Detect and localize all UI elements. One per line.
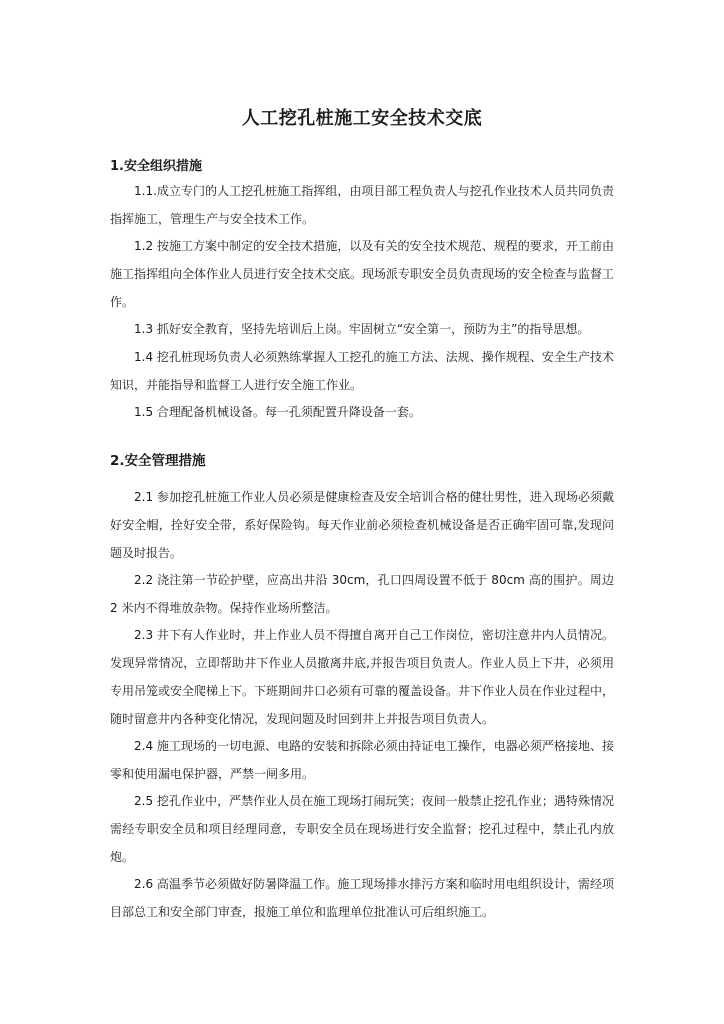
paragraph-2-6: 2.6 高温季节必须做好防暑降温工作。施工现场排水排污方案和临时用电组织设计，需经项目部总工和安全部门审查，报施工单位和监理单位批准认可后组织施工。 [110,877,614,919]
paragraph-2-3: 2.3 井下有人作业时，井上作业人员不得擅自离开自己工作岗位，密切注意井内人员情况。发现异常情况，立即帮助井下作业人员撤离井底,并报告项目负责人。作业人员上下井，必须用专用吊笼或安全爬梯上下。下班期间井口必须有可靠的覆盖设备。井下作业人员在作业过程中，随时留意井内各种变化情况，发现问题及时回到井上并报告项目负责人。 [110,628,615,726]
paragraph-1-5: 1.5 合理配备机械设备。每一孔须配置升降设备一套。 [134,405,421,419]
paragraph-1-4: 1.4 挖孔桩现场负责人必须熟练掌握人工挖孔的施工方法、法规、操作规程、安全生产技术知识，并能指导和监督工人进行安全施工作业。 [110,350,614,392]
paragraph-2-2: 2.2 浇注第一节砼护壁，应高出井沿 30cm，孔口四周设置不低于 80cm 高的围护。周边 2 米内不得堆放杂物。保持作业场所整洁。 [110,573,614,615]
section-heading-safety-management: 2.安全管理措施 [110,453,206,469]
paragraph-1-1: 1.1.成立专门的人工挖孔桩施工指挥组，由项目部工程负责人与挖孔作业技术人员共同负责指挥施工，管理生产与安全技术工作。 [110,184,614,226]
section-heading-safety-organization: 1.安全组织措施 [110,159,202,174]
paragraph-1-2: 1.2 按施工方案中制定的安全技术措施，以及有关的安全技术规范、规程的要求，开工前由施工指挥组向全体作业人员进行安全技术交底。现场派专职安全员负责现场的安全检查与监督工作。 [110,239,615,309]
document-title: 人工挖孔桩施工安全技术交底 [241,108,483,129]
paragraph-2-5: 2.5 挖孔作业中，严禁作业人员在施工现场打闹玩笑；夜间一般禁止挖孔作业；遇特殊情况需经专职安全员和项目经理同意，专职安全员在现场进行安全监督；挖孔过程中，禁止孔内放炮。 [110,794,614,864]
paragraph-2-1: 2.1 参加挖孔桩施工作业人员必须是健康检查及安全培训合格的健壮男性，进入现场必须戴好安全帽，拴好安全带，系好保险钩。每天作业前必须检查机械设备是否正确牢固可靠,发现问题及时报告。 [110,490,614,560]
paragraph-1-3: 1.3 抓好安全教育，坚持先培训后上岗。牢固树立“安全第一，预防为主”的指导思想。 [134,322,590,336]
paragraph-2-4: 2.4 施工现场的一切电源、电路的安装和拆除必须由持证电工操作，电器必须严格接地、接零和使用漏电保护器，严禁一闸多用。 [110,739,614,781]
